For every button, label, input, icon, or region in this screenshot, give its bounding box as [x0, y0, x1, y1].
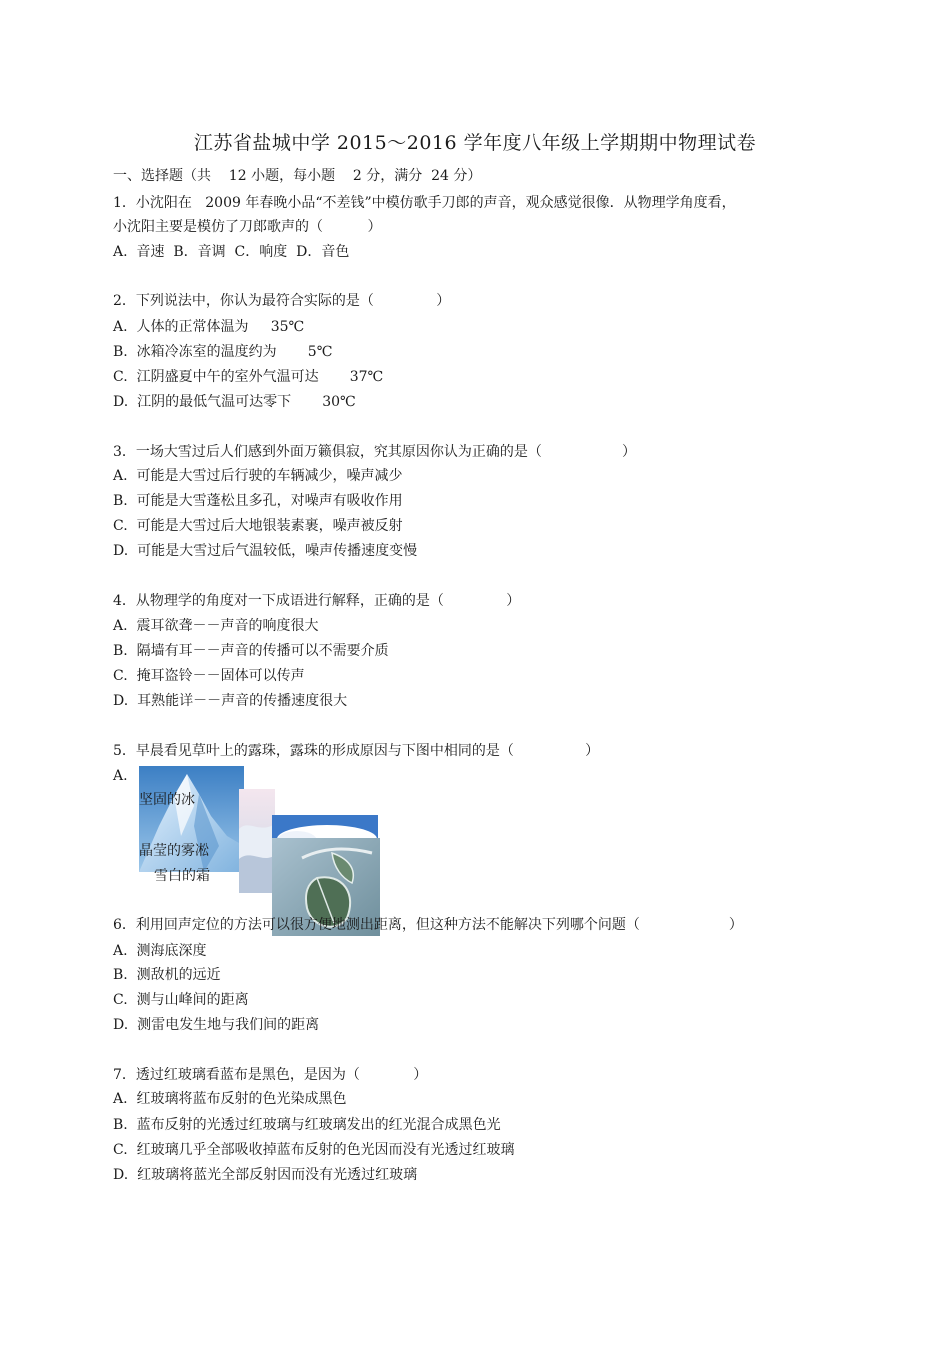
q7-stem: 7．透过红玻璃看蓝布是黑色，是因为（ ） — [113, 1067, 428, 1083]
section-heading: 一、选择题（共 12 小题，每小题 2 分，满分 24 分） — [113, 168, 482, 184]
q2-option-a: A. 人体的正常体温为 35℃ — [113, 319, 305, 335]
q1-stem-line2: 小沈阳主要是模仿了刀郎歌声的（ ） — [113, 219, 382, 235]
frost-caption: 雪白的霜 — [154, 868, 210, 884]
q7-option-c: C. 红玻璃几乎全部吸收掉蓝布反射的色光因而没有光透过红玻璃 — [113, 1142, 515, 1158]
q3-option-b: B. 可能是大雪蓬松且多孔，对噪声有吸收作用 — [113, 493, 403, 509]
q4-option-d: D. 耳熟能详－－声音的传播速度很大 — [113, 693, 348, 709]
q3-option-d: D. 可能是大雪过后气温较低，噪声传播速度变慢 — [113, 543, 418, 559]
soft-rime-caption: 晶莹的雾凇 — [139, 843, 209, 859]
q2-option-c: C. 江阴盛夏中午的室外气温可达 37℃ — [113, 369, 384, 385]
soft-rime-image — [239, 789, 275, 893]
q3-option-c: C. 可能是大雪过后大地银装素裹，噪声被反射 — [113, 518, 403, 534]
ice-caption: 坚固的冰 — [139, 792, 195, 808]
q4-option-b: B. 隔墙有耳－－声音的传播可以不需要介质 — [113, 643, 389, 659]
q6-option-c: C. 测与山峰间的距离 — [113, 992, 249, 1008]
q6-option-b: B. 测敌机的远近 — [113, 967, 221, 983]
q5-option-a: A. — [113, 768, 128, 784]
q2-option-d: D. 江阴的最低气温可达零下 30℃ — [113, 394, 356, 410]
q3-option-a: A. 可能是大雪过后行驶的车辆减少，噪声减少 — [113, 468, 403, 484]
q7-option-a: A. 红玻璃将蓝布反射的色光染成黑色 — [113, 1091, 347, 1107]
q1-options: A. 音速 B．音调 C．响度 D．音色 — [113, 244, 350, 260]
q3-stem: 3．一场大雪过后人们感到外面万籁俱寂，究其原因你认为正确的是（ ） — [113, 444, 637, 460]
q2-stem: 2．下列说法中，你认为最符合实际的是（ ） — [113, 293, 451, 309]
q6-option-d: D. 测雷电发生地与我们间的距离 — [113, 1017, 320, 1033]
exam-title: 江苏省盐城中学 2015～2016 学年度八年级上学期期中物理试卷 — [193, 132, 757, 154]
q6-stem: 6．利用回声定位的方法可以很方便地测出距离，但这种方法不能解决下列哪个问题（ ） — [113, 917, 743, 933]
q6-option-a: A. 测海底深度 — [113, 943, 207, 959]
q4-stem: 4．从物理学的角度对一下成语进行解释，正确的是（ ） — [113, 593, 521, 609]
q7-option-b: B. 蓝布反射的光透过红玻璃与红玻璃发出的红光混合成黑色光 — [113, 1117, 501, 1133]
q4-option-c: C. 掩耳盗铃－－固体可以传声 — [113, 668, 305, 684]
q2-option-b: B. 冰箱冷冻室的温度约为 5℃ — [113, 344, 333, 360]
q5-stem: 5．早晨看见草叶上的露珠，露珠的形成原因与下图中相同的是（ ） — [113, 743, 600, 759]
q4-option-a: A. 震耳欲聋－－声音的响度很大 — [113, 618, 319, 634]
q7-option-d: D. 红玻璃将蓝光全部反射因而没有光透过红玻璃 — [113, 1167, 418, 1183]
q1-stem-line1: 1．小沈阳在 2009 年春晚小品“不差钱”中模仿歌手刀郎的声音，观众感觉很像．从物理学角度看， — [113, 195, 736, 211]
